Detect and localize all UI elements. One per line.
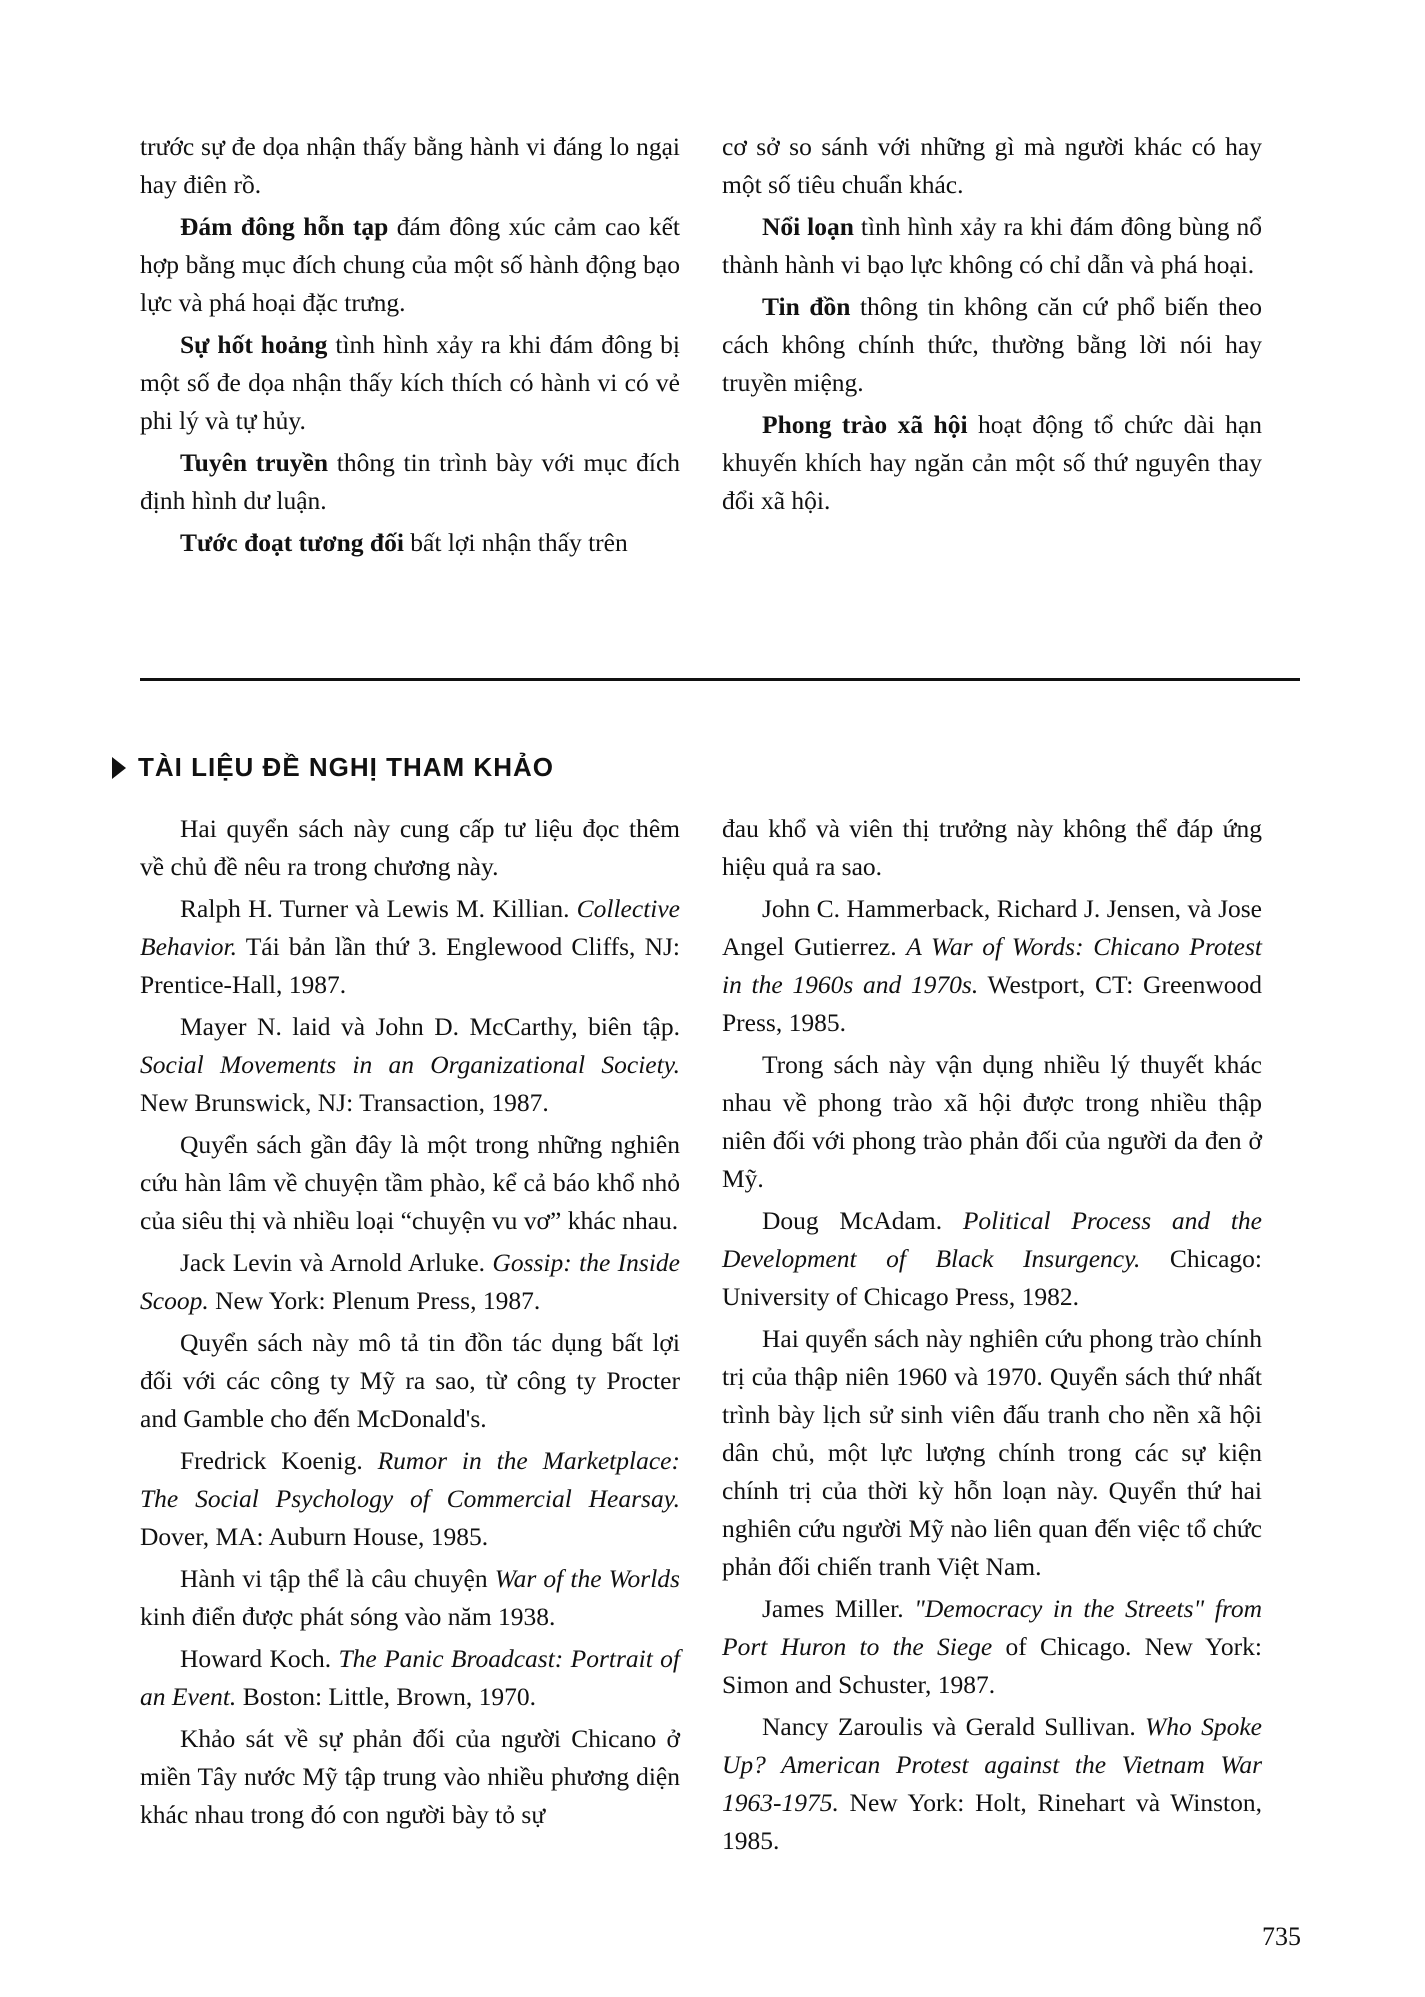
reference-text: Ralph H. Turner và Lewis M. Killian. [180, 894, 577, 923]
glossary-term: Tuyên truyền [180, 448, 329, 477]
reference-title: Collective Behavior. [140, 894, 680, 961]
reference-publication: of Chicago. New York: Simon and Schuster, 1987. [722, 1632, 1262, 1699]
glossary-entry [140, 128, 680, 204]
reference-title: Gossip: the Inside Scoop. [140, 1248, 680, 1315]
reference-paragraph [140, 1560, 680, 1636]
reference-paragraph [722, 810, 1262, 886]
references-column-right [722, 810, 1262, 1864]
glossary-entry [140, 326, 680, 440]
glossary-column-left [140, 128, 680, 566]
glossary-entry [140, 524, 680, 562]
glossary-column-right [722, 128, 1262, 524]
reference-title: Who Spoke Up? American Protest against the Vietnam War 1963-1975. [722, 1712, 1262, 1817]
reference-publication: Tái bản lần thứ 3. Englewood Cliffs, NJ: Prentice-Hall, 1987. [140, 932, 680, 999]
reference-paragraph [140, 890, 680, 1004]
reference-text: Mayer N. laid và John D. McCarthy, biên tập. [180, 1012, 680, 1041]
reference-paragraph [140, 1008, 680, 1122]
reference-title: War of the Worlds [494, 1564, 680, 1593]
reference-text: Hai quyển sách này cung cấp tư liệu đọc thêm về chủ đề nêu ra trong chương này. [140, 814, 680, 881]
reference-paragraph [722, 890, 1262, 1042]
references-column-left [140, 810, 680, 1838]
reference-publication: kinh điển được phát sóng vào năm 1938. [140, 1602, 556, 1631]
glossary-entry [140, 208, 680, 322]
reference-paragraph [722, 1708, 1262, 1860]
reference-publication: New York: Holt, Rinehart và Winston, 1985. [722, 1788, 1262, 1855]
glossary-entry [722, 406, 1262, 520]
reference-paragraph [140, 1126, 680, 1240]
glossary-definition: hoạt động tổ chức dài hạn khuyến khích hay ngăn cản một số thứ nguyên thay đổi xã hội. [722, 410, 1262, 515]
glossary-term: Tước đoạt tương đối [180, 528, 404, 557]
glossary-entry [140, 444, 680, 520]
reference-paragraph [140, 1720, 680, 1834]
glossary-definition: tình hình xảy ra khi đám đông bùng nổ thành hành vi bạo lực không có chỉ dẫn và phá hoại. [722, 212, 1262, 279]
reference-text: đau khổ và viên thị trưởng này không thể đáp ứng hiệu quả ra sao. [722, 814, 1262, 881]
reference-publication: Chicago: University of Chicago Press, 1982. [722, 1244, 1262, 1311]
glossary-term: Đám đông hỗn tạp [180, 212, 389, 241]
glossary-entry [722, 208, 1262, 284]
reference-text: Hai quyển sách này nghiên cứu phong trào chính trị của thập niên 1960 và 1970. Quyển sách thứ nhất trình bày lịch sử sinh viên đấu tranh cho nền xã hội dân chủ, một lực lượng chính trong các sự kiện chính trị của thời kỳ hỗn loạn này. Quyển thứ hai nghiên cứu người Mỹ nào liên quan đến việc tổ chức phản đối chiến tranh Việt Nam. [722, 1324, 1262, 1581]
reference-text: Jack Levin và Arnold Arluke. [180, 1248, 493, 1277]
reference-paragraph [140, 1442, 680, 1556]
reference-text: Howard Koch. [180, 1644, 339, 1673]
glossary-term: Tin đồn [762, 292, 851, 321]
reference-text: Quyển sách này mô tả tin đồn tác dụng bất lợi đối với các công ty Mỹ ra sao, từ công ty Procter and Gamble cho đến McDonald's. [140, 1328, 680, 1433]
section-heading [112, 752, 554, 783]
reference-publication: Dover, MA: Auburn House, 1985. [140, 1522, 489, 1551]
reference-text: Nancy Zaroulis và Gerald Sullivan. [762, 1712, 1146, 1741]
glossary-definition: bất lợi nhận thấy trên [403, 528, 628, 557]
reference-publication: New York: Plenum Press, 1987. [208, 1286, 541, 1315]
reference-publication: Boston: Little, Brown, 1970. [236, 1682, 536, 1711]
reference-text: Fredrick Koenig. [180, 1446, 378, 1475]
reference-title: "Democracy in the Streets" from Port Huron to the Siege [722, 1594, 1262, 1661]
reference-title: Rumor in the Marketplace: The Social Psychology of Commercial Hearsay. [140, 1446, 680, 1513]
glossary-entry [722, 288, 1262, 402]
reference-title: Political Process and the Development of Black Insurgency. [722, 1206, 1262, 1273]
reference-publication: New Brunswick, NJ: Transaction, 1987. [140, 1088, 549, 1117]
reference-paragraph [140, 810, 680, 886]
reference-text: Khảo sát về sự phản đối của người Chicano ở miền Tây nước Mỹ tập trung vào nhiều phương diện khác nhau trong đó con người bày tỏ sự [140, 1724, 680, 1829]
reference-paragraph [722, 1046, 1262, 1198]
reference-paragraph [140, 1244, 680, 1320]
section-divider [140, 678, 1300, 681]
reference-paragraph [722, 1590, 1262, 1704]
reference-publication: Westport, CT: Greenwood Press, 1985. [722, 970, 1262, 1037]
glossary-definition: cơ sở so sánh với những gì mà người khác có hay một số tiêu chuẩn khác. [722, 132, 1262, 199]
reference-paragraph [140, 1640, 680, 1716]
glossary-definition: trước sự đe dọa nhận thấy bằng hành vi đáng lo ngại hay điên rồ. [140, 132, 680, 199]
reference-text: Hành vi tập thể là câu chuyện [180, 1564, 495, 1593]
reference-text: Trong sách này vận dụng nhiều lý thuyết khác nhau về phong trào xã hội được trong nhiều thập niên đối với phong trào phản đối của người da đen ở Mỹ. [722, 1050, 1262, 1193]
reference-text: Quyển sách gần đây là một trong những nghiên cứu hàn lâm về chuyện tầm phào, kể cả báo khổ nhỏ của siêu thị và nhiều loại “chuyện vu vơ” khác nhau. [140, 1130, 680, 1235]
page-number: 735 [1262, 1922, 1301, 1951]
reference-title: A War of Words: Chicano Protest in the 1960s and 1970s. [722, 932, 1262, 999]
reference-paragraph [722, 1320, 1262, 1586]
reference-paragraph [722, 1202, 1262, 1316]
glossary-definition: thông tin trình bày với mục đích định hình dư luận. [140, 448, 681, 515]
reference-title: The Panic Broadcast: Portrait of an Event. [140, 1644, 680, 1711]
glossary-definition: đám đông xúc cảm cao kết hợp bằng mục đích chung của một số hành động bạo lực và phá hoại đặc trưng. [140, 212, 680, 317]
glossary-definition: thông tin không căn cứ phổ biến theo cách không chính thức, thường bằng lời nói hay truyền miệng. [722, 292, 1262, 397]
glossary-definition: tình hình xảy ra khi đám đông bị một số đe dọa nhận thấy kích thích có hành vi có vẻ phi lý và tự hủy. [140, 330, 680, 435]
reference-paragraph [140, 1324, 680, 1438]
glossary-entry [722, 128, 1262, 204]
reference-text: James Miller. [762, 1594, 915, 1623]
section-heading-text: TÀI LIỆU ĐỀ NGHỊ THAM KHẢO [138, 752, 554, 782]
glossary-term: Phong trào xã hội [762, 410, 968, 439]
heading-bullet-icon [112, 757, 126, 779]
reference-title: Social Movements in an Organizational Society. [140, 1050, 680, 1079]
reference-text: John C. Hammerback, Richard J. Jensen, và Jose Angel Gutierrez. [722, 894, 1262, 961]
reference-text: Doug McAdam. [762, 1206, 963, 1235]
glossary-term: Nổi loạn [762, 212, 854, 241]
glossary-term: Sự hốt hoảng [180, 330, 328, 359]
